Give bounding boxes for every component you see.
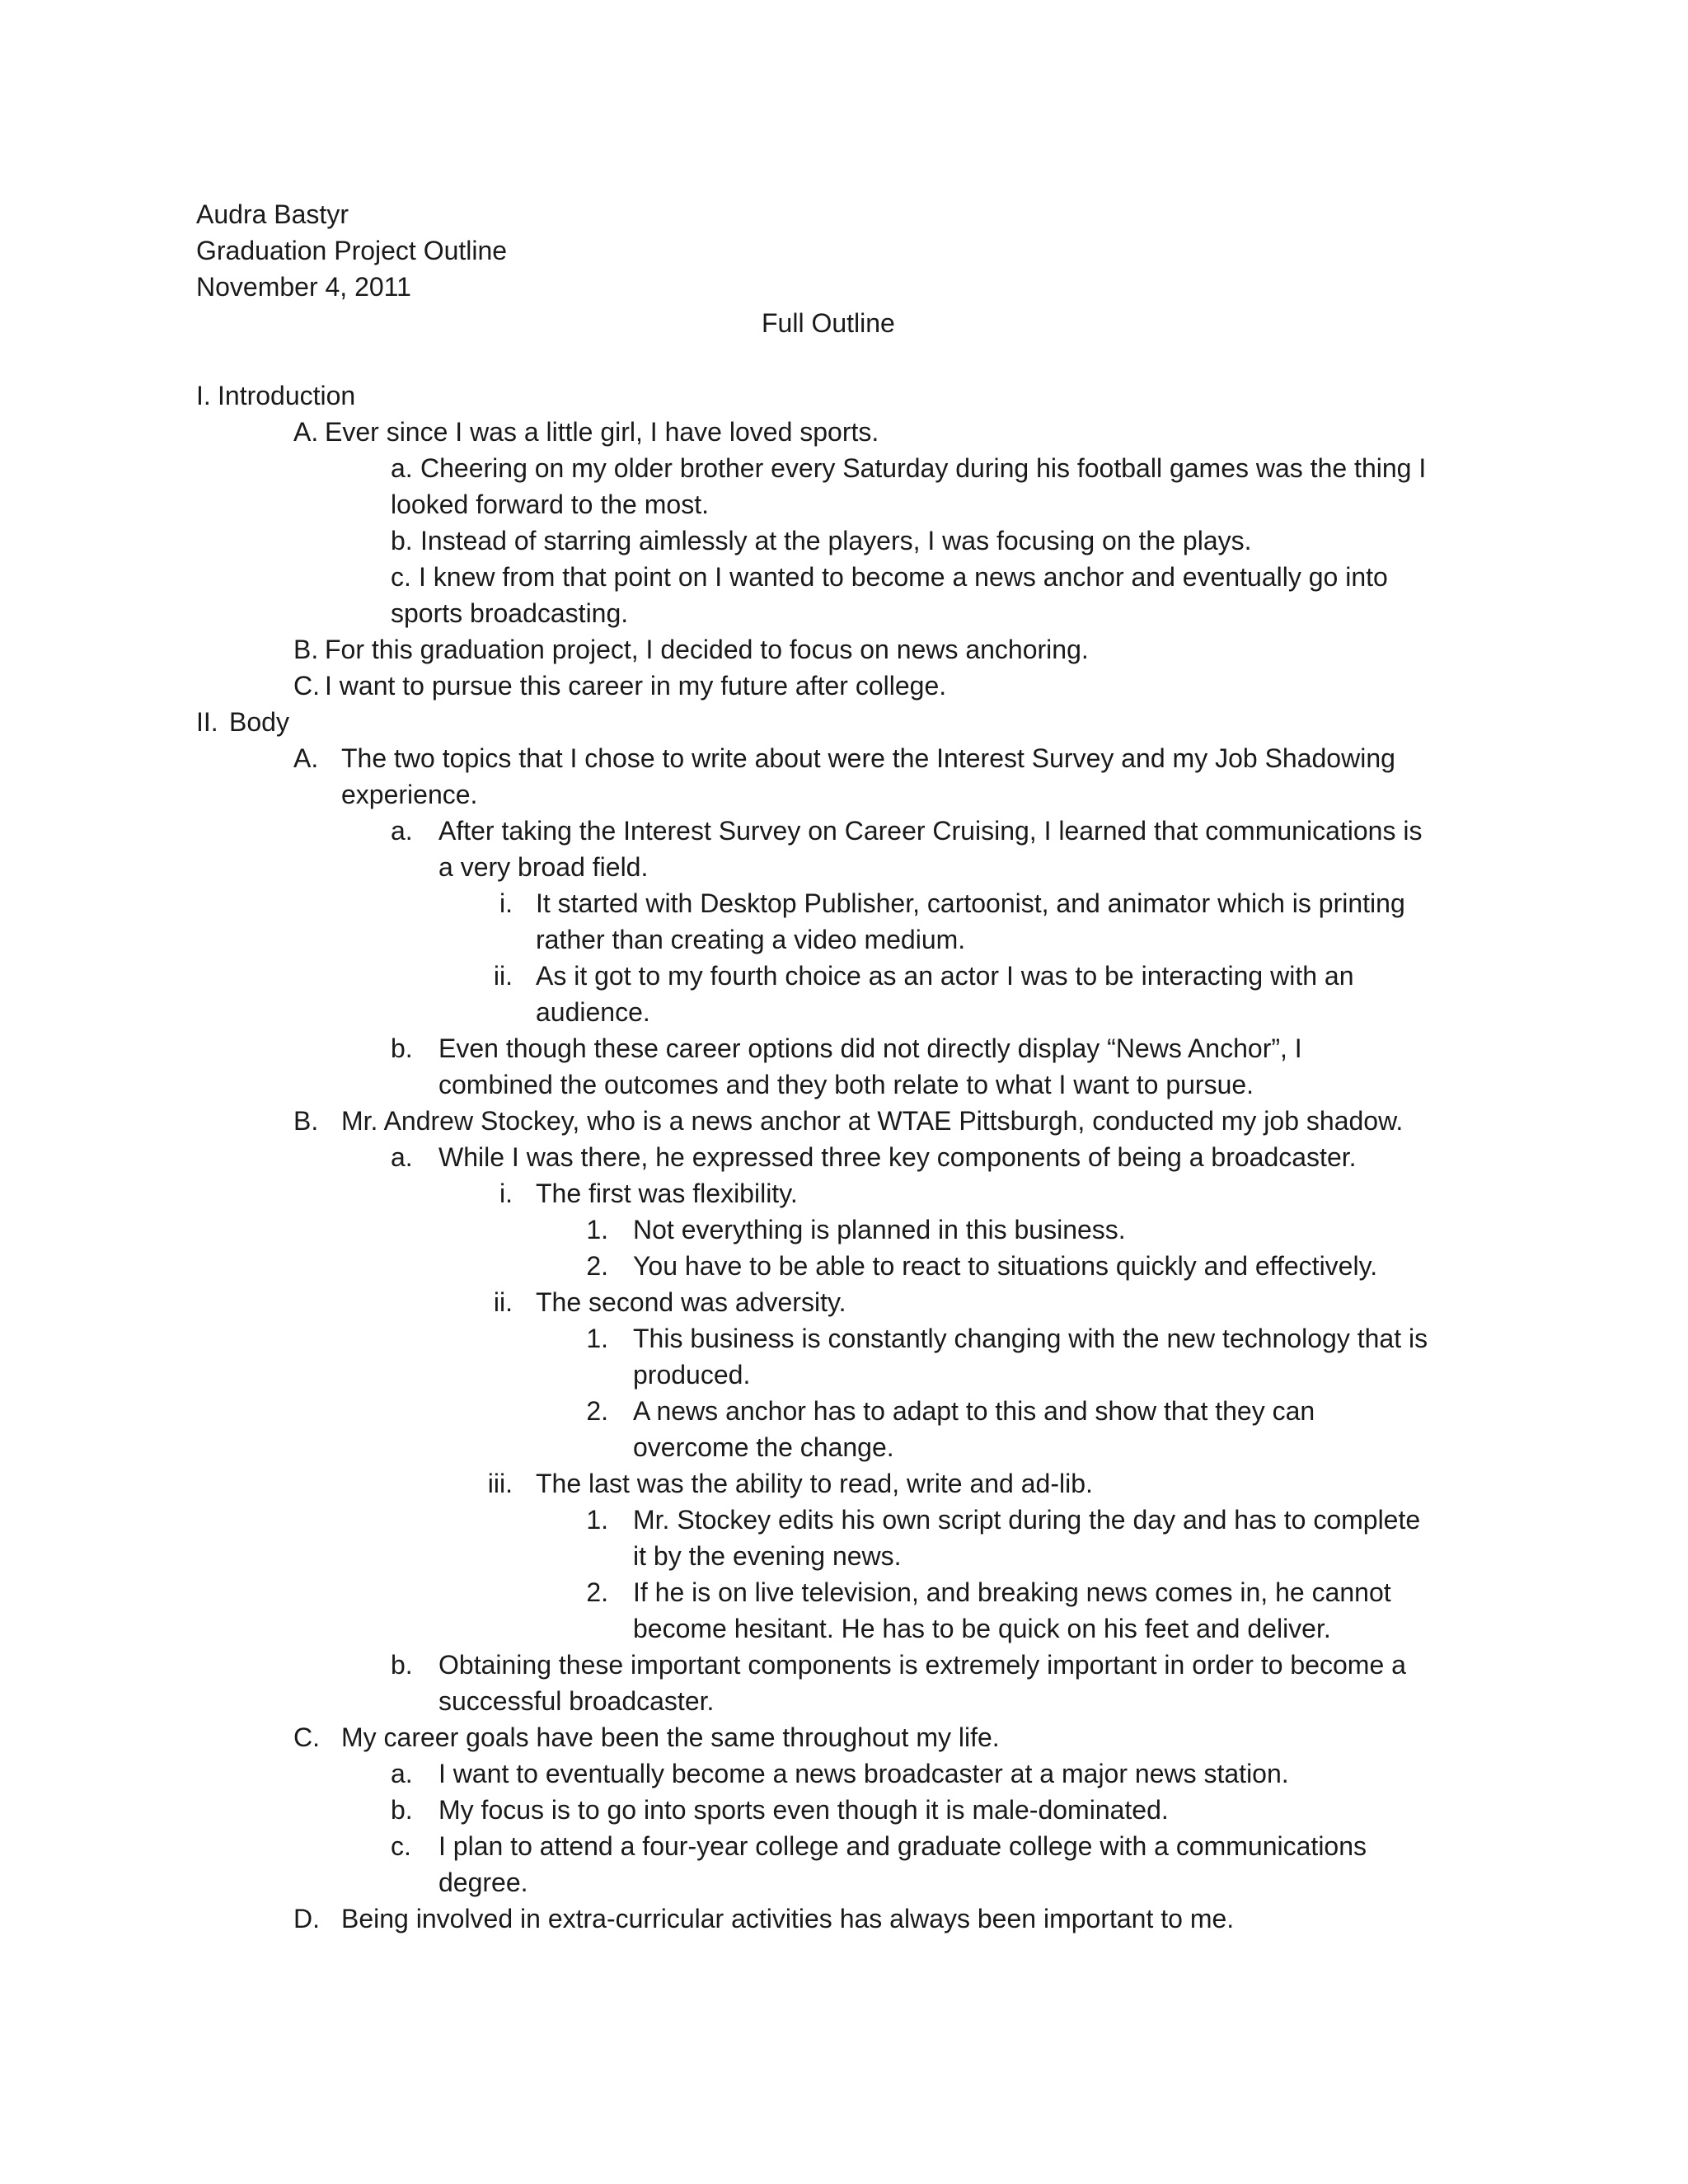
outline-item-continuation (0, 849, 1688, 885)
outline-label: A. (293, 743, 319, 773)
outline-item-continuation (0, 1864, 1688, 1900)
outline-item (0, 704, 1688, 740)
outline-text: My focus is to go into sports even though it is male-dominated. (438, 1795, 1169, 1825)
outline-item (0, 885, 1688, 921)
outline-label: 2. (586, 1396, 608, 1426)
outline-text: After taking the Interest Survey on Career Cruising, I learned that communications is (438, 816, 1423, 846)
outline-item (0, 668, 1688, 704)
outline-label: 2. (586, 1251, 608, 1281)
outline-item (0, 631, 1688, 668)
outline-item (0, 958, 1688, 994)
outline-label: D. (293, 1904, 320, 1933)
outline-label: a. (391, 453, 413, 483)
outline-text: combined the outcomes and they both relate to what I want to pursue. (438, 1070, 1254, 1099)
outline-label: a. (391, 816, 413, 846)
outline-item (0, 1719, 1688, 1755)
outline-text: Instead of starring aimlessly at the players, I was focusing on the plays. (420, 526, 1252, 555)
outline-item-continuation (0, 1429, 1688, 1465)
outline-text: successful broadcaster. (438, 1686, 715, 1716)
outline-text: The second was adversity. (536, 1287, 846, 1317)
outline-label: b. (391, 1795, 413, 1825)
outline-item (0, 1175, 1688, 1212)
outline-label: 2. (586, 1577, 608, 1607)
outline-item (0, 1502, 1688, 1538)
outline-text: The first was flexibility. (536, 1179, 798, 1208)
outline-text: Mr. Andrew Stockey, who is a news anchor at WTAE Pittsburgh, conducted my job shadow. (341, 1106, 1404, 1136)
outline-item-continuation (0, 994, 1688, 1030)
outline-item (0, 1465, 1688, 1502)
outline-label: B. (293, 1106, 319, 1136)
outline-label: a. (391, 1759, 413, 1788)
outline-text: For this graduation project, I decided to focus on news anchoring. (325, 635, 1089, 664)
outline-text: sports broadcasting. (391, 598, 629, 628)
outline-label: c. (391, 562, 411, 592)
document-date: November 4, 2011 (196, 272, 411, 302)
outline-text: I plan to attend a four-year college and graduate college with a communications (438, 1831, 1367, 1861)
outline-text: experience. (341, 780, 478, 809)
outline-text: Mr. Stockey edits his own script during the day and has to complete (633, 1505, 1421, 1535)
outline-text: It started with Desktop Publisher, cartoonist, and animator which is printing (536, 888, 1405, 918)
outline-text: Being involved in extra-curricular activities has always been important to me. (341, 1904, 1235, 1933)
outline-text: A news anchor has to adapt to this and show that they can (633, 1396, 1315, 1426)
outline-label: C. (293, 1722, 320, 1752)
outline-text: If he is on live television, and breaking news comes in, he cannot (633, 1577, 1391, 1607)
outline-text: Introduction (218, 381, 356, 410)
outline-text: Ever since I was a little girl, I have loved sports. (325, 417, 879, 447)
outline-text: Not everything is planned in this business. (633, 1215, 1126, 1244)
outline-label: C. (293, 671, 320, 701)
outline-label: A. (293, 417, 319, 447)
outline-item (0, 1574, 1688, 1610)
outline-item (0, 523, 1688, 559)
outline-item (0, 740, 1688, 776)
course-title: Graduation Project Outline (196, 236, 508, 265)
outline-label: b. (391, 526, 413, 555)
outline-item (0, 414, 1688, 450)
outline-text: I want to pursue this career in my future after college. (325, 671, 947, 701)
outline-text: While I was there, he expressed three key components of being a broadcaster. (438, 1142, 1357, 1172)
outline-text: become hesitant. He has to be quick on his feet and deliver. (633, 1614, 1331, 1643)
outline-text: Even though these career options did not directly display “News Anchor”, I (438, 1033, 1302, 1063)
outline-label: i. (499, 1179, 513, 1208)
outline-item (0, 1030, 1688, 1066)
outline-label: 1. (586, 1324, 608, 1353)
outline-label: B. (293, 635, 319, 664)
outline-label: iii. (487, 1469, 513, 1498)
outline-text: This business is constantly changing with the new technology that is (633, 1324, 1428, 1353)
outline-item (0, 813, 1688, 849)
outline-item (0, 1755, 1688, 1792)
outline-label: c. (391, 1831, 411, 1861)
outline-text: degree. (438, 1868, 528, 1897)
outline-item (0, 450, 1688, 486)
outline-label: I. (196, 381, 211, 410)
outline-label: b. (391, 1033, 413, 1063)
outline-label: ii. (493, 961, 513, 991)
outline-text: audience. (536, 997, 650, 1027)
outline-item-continuation (0, 1538, 1688, 1574)
outline-text: overcome the change. (633, 1432, 894, 1462)
outline-item (0, 1320, 1688, 1357)
outline-label: i. (499, 888, 513, 918)
outline-text: Obtaining these important components is extremely important in order to become a (438, 1650, 1406, 1680)
outline-text: a very broad field. (438, 852, 649, 882)
outline-item (0, 1828, 1688, 1864)
outline-text: it by the evening news. (633, 1541, 902, 1571)
outline-item (0, 1792, 1688, 1828)
outline-item-continuation (0, 1683, 1688, 1719)
outline-item (0, 1212, 1688, 1248)
outline-item-continuation (0, 776, 1688, 813)
author-name: Audra Bastyr (196, 199, 349, 229)
outline-text: As it got to my fourth choice as an actor I was to be interacting with an (536, 961, 1354, 991)
outline-text: Body (229, 707, 289, 737)
outline-label: 1. (586, 1505, 608, 1535)
outline-text: The last was the ability to read, write and ad-lib. (536, 1469, 1093, 1498)
outline-text: I want to eventually become a news broadcaster at a major news station. (438, 1759, 1289, 1788)
outline-item (0, 1139, 1688, 1175)
outline-item-continuation (0, 486, 1688, 523)
outline-item (0, 1647, 1688, 1683)
outline-item (0, 1900, 1688, 1937)
outline-label: b. (391, 1650, 413, 1680)
outline-label: ii. (493, 1287, 513, 1317)
outline-text: rather than creating a video medium. (536, 925, 966, 954)
outline-item-continuation (0, 1066, 1688, 1103)
outline-item (0, 559, 1688, 595)
outline-text: I knew from that point on I wanted to become a news anchor and eventually go into (419, 562, 1388, 592)
outline-text: My career goals have been the same throughout my life. (341, 1722, 1000, 1752)
outline-label: 1. (586, 1215, 608, 1244)
outline-item (0, 377, 1688, 414)
outline-label: a. (391, 1142, 413, 1172)
outline-text: You have to be able to react to situations quickly and effectively. (633, 1251, 1378, 1281)
outline-text: produced. (633, 1360, 751, 1390)
outline-item-continuation (0, 595, 1688, 631)
outline-text: Cheering on my older brother every Saturday during his football games was the thing I (420, 453, 1427, 483)
outline-text: looked forward to the most. (391, 490, 709, 519)
outline-item (0, 1284, 1688, 1320)
outline-text: The two topics that I chose to write about were the Interest Survey and my Job Shadowing (341, 743, 1395, 773)
outline-item-continuation (0, 1610, 1688, 1647)
outline-item (0, 1393, 1688, 1429)
document-title: Full Outline (762, 308, 895, 338)
outline-item-continuation (0, 921, 1688, 958)
outline-item (0, 1103, 1688, 1139)
outline-label: II. (196, 707, 218, 737)
outline-item (0, 1248, 1688, 1284)
outline-item-continuation (0, 1357, 1688, 1393)
